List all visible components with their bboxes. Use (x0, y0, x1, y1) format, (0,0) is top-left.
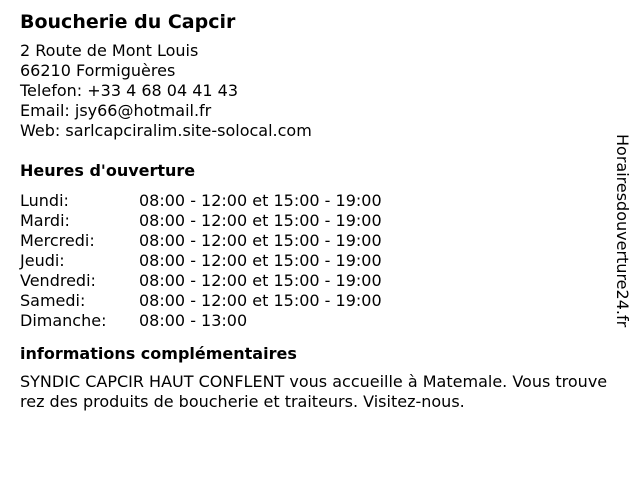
hours-time: 08:00 - 13:00 (139, 311, 248, 330)
hours-day: Dimanche: (20, 311, 107, 330)
hours-table (20, 191, 610, 331)
hours-day: Jeudi: (20, 251, 65, 270)
address-city: 66210 Formiguères (20, 61, 176, 80)
hours-day: Mercredi: (20, 231, 95, 250)
hours-time: 08:00 - 12:00 et 15:00 - 19:00 (139, 191, 382, 210)
hours-row (20, 271, 610, 291)
hours-row (20, 311, 610, 331)
business-card (20, 10, 610, 412)
site-watermark: Horairesdouverture24.fr (613, 134, 632, 328)
hours-row (20, 211, 610, 231)
info-description: SYNDIC CAPCIR HAUT CONFLENT vous accueille à Matemale. Vous trouverez des produits de boucherie et traiteurs. Visitez-nous. (20, 372, 608, 411)
hours-time: 08:00 - 12:00 et 15:00 - 19:00 (139, 291, 382, 310)
hours-row (20, 291, 610, 311)
email-line: Email: jsy66@hotmail.fr (20, 101, 212, 120)
business-name: Boucherie du Capcir (20, 11, 236, 33)
hours-day: Samedi: (20, 291, 86, 310)
hours-time: 08:00 - 12:00 et 15:00 - 19:00 (139, 231, 382, 250)
address-street: 2 Route de Mont Louis (20, 41, 199, 60)
web-line: Web: sarlcapciralim.site-solocal.com (20, 121, 312, 140)
hours-day: Lundi: (20, 191, 69, 210)
phone-line: Telefon: +33 4 68 04 41 43 (20, 81, 239, 100)
hours-time: 08:00 - 12:00 et 15:00 - 19:00 (139, 251, 382, 270)
hours-day: Mardi: (20, 211, 70, 230)
hours-time: 08:00 - 12:00 et 15:00 - 19:00 (139, 271, 382, 290)
info-title: informations complémentaires (20, 344, 297, 363)
hours-row (20, 231, 610, 251)
hours-time: 08:00 - 12:00 et 15:00 - 19:00 (139, 211, 382, 230)
hours-row (20, 251, 610, 271)
hours-day: Vendredi: (20, 271, 96, 290)
hours-title: Heures d'ouverture (20, 161, 196, 180)
hours-row (20, 191, 610, 211)
